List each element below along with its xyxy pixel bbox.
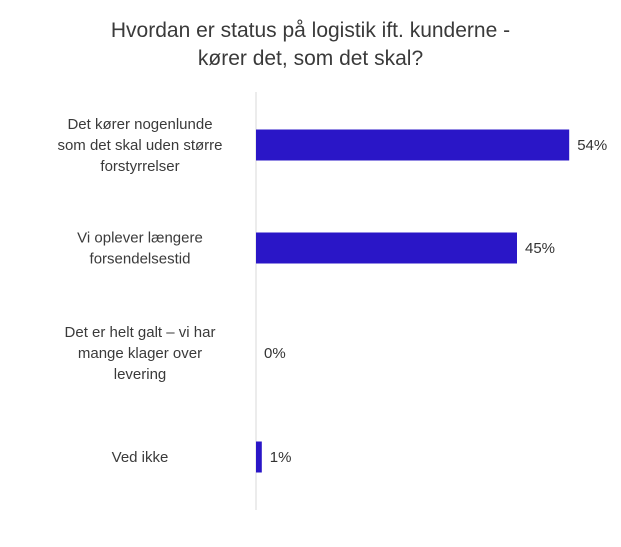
category-label-0 <box>57 116 222 175</box>
bar-0 <box>256 130 569 161</box>
category-label-2 <box>65 324 216 383</box>
category-label-0-line-2: forstyrrelser <box>100 158 180 175</box>
category-label-2-line-1: mange klager over <box>77 345 203 362</box>
value-label-0: 54% <box>577 137 608 154</box>
category-label-1-line-0: Vi oplever længere <box>77 229 203 247</box>
bar-1 <box>256 233 517 264</box>
category-label-0-line-1: som det skal uden større <box>57 137 223 154</box>
value-label-1: 45% <box>525 240 556 257</box>
category-label-2-line-2: levering <box>113 366 167 383</box>
category-label-1-line-1: forsendelsestid <box>89 250 191 268</box>
category-label-3-line-0: Ved ikke <box>111 449 169 466</box>
value-label-2: 0% <box>264 345 286 362</box>
chart-title-line-2: kører det, som det skal? <box>197 47 424 70</box>
chart-title-line-1: Hvordan er status på logistik ift. kunderne - <box>110 19 511 42</box>
category-label-3 <box>112 449 169 466</box>
category-label-0-line-0: Det kører nogenlunde <box>67 116 213 133</box>
value-label-3: 1% <box>269 449 292 466</box>
category-label-1 <box>77 230 203 268</box>
category-label-2-line-0: Det er helt galt – vi har <box>64 324 216 341</box>
bar-3 <box>256 442 262 473</box>
